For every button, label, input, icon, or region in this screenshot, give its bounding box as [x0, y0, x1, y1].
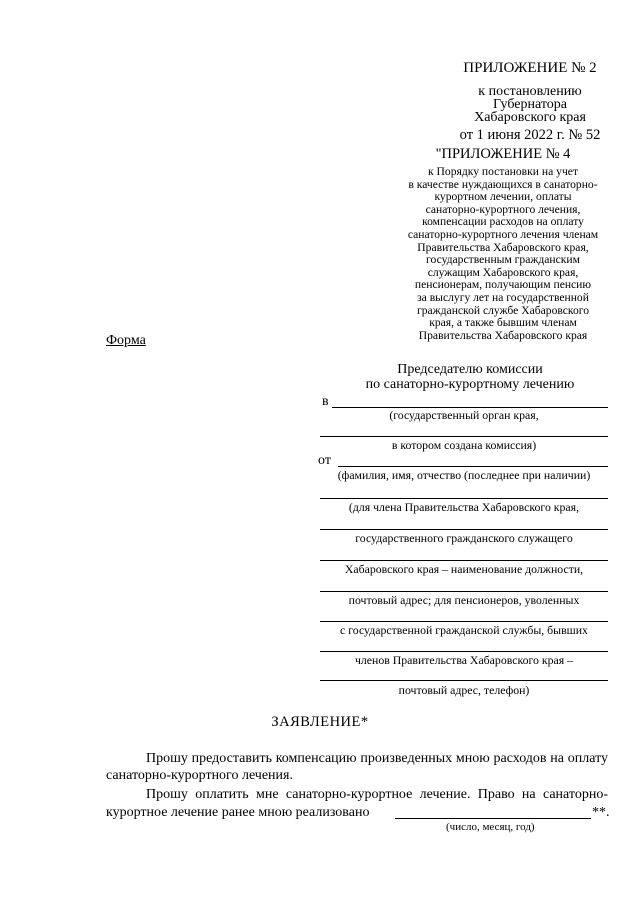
- caption-commission: в котором создана комиссия): [391, 438, 537, 452]
- caption-address-3: членов Правительства Хабаровского края –: [354, 653, 574, 667]
- form-label: Форма: [106, 333, 146, 348]
- appendix-line-3: Хабаровского края: [474, 110, 586, 125]
- caption-name: (фамилия, имя, отчество (последнее при наличии): [337, 468, 591, 482]
- inner-appendix-line: Правительства Хабаровского края,: [417, 240, 589, 254]
- inner-appendix-line: гражданской службе Хабаровского: [416, 303, 590, 317]
- statement-paragraph-1: Прошу предоставить компенсацию произведенных мною расходов на оплату санаторно-курортного лечения.: [106, 751, 608, 783]
- caption-position-2: государственного гражданского служащего: [355, 531, 573, 545]
- addressee-line-2: по санаторно-курортному лечению: [365, 377, 575, 392]
- appendix-date: от 1 июня 2022 г. № 52: [459, 127, 601, 143]
- field-line-address-2[interactable]: [320, 621, 608, 622]
- appendix-title: ПРИЛОЖЕНИЕ № 2: [463, 60, 597, 76]
- inner-appendix-line: за выслугу лет на государственной: [417, 290, 589, 304]
- caption-gov-body: (государственный орган края,: [389, 408, 539, 422]
- field-line-position-1[interactable]: [320, 498, 608, 499]
- statement-paragraph-2-text: курортное лечение ранее мною реализовано: [106, 805, 370, 820]
- inner-appendix-line: курортном лечении, оплаты: [434, 190, 572, 204]
- prefix-ot: от: [318, 453, 331, 468]
- appendix-line-1: к постановлению: [478, 84, 582, 99]
- field-line-name[interactable]: [338, 466, 608, 467]
- inner-appendix-line: санаторно-курортного лечения членам: [407, 227, 599, 241]
- field-line-date[interactable]: [395, 818, 591, 819]
- addressee-line-1: Председателю комиссии: [397, 362, 543, 377]
- inner-appendix-line: к Порядку постановки на учет: [428, 165, 578, 178]
- inner-appendix-line: компенсации расходов на оплату: [422, 215, 584, 229]
- inner-appendix-text: [392, 166, 614, 342]
- field-line-phone[interactable]: [320, 680, 608, 681]
- caption-address-1: почтовый адрес; для пенсионеров, уволенных: [348, 593, 580, 607]
- caption-position-3: Хабаровского края – наименование должности,: [344, 562, 584, 576]
- field-line-address-1[interactable]: [320, 591, 608, 592]
- inner-appendix-line: санаторно-курортного лечения,: [425, 202, 581, 216]
- inner-appendix-title: "ПРИЛОЖЕНИЕ № 4: [435, 146, 571, 162]
- caption-position-1: (для члена Правительства Хабаровского края,: [348, 500, 580, 514]
- field-line-commission[interactable]: [320, 436, 608, 437]
- prefix-v: в: [322, 394, 329, 409]
- inner-appendix-line: края, а также бывшим членам: [429, 316, 577, 330]
- statement-title: ЗАЯВЛЕНИЕ*: [271, 714, 369, 730]
- inner-appendix-line: государственным гражданским: [426, 253, 580, 267]
- inner-appendix-line: пенсионерам, получающим пенсию: [414, 278, 592, 292]
- caption-date: (число, месяц, год): [446, 821, 535, 833]
- caption-phone: почтовый адрес, телефон): [398, 683, 530, 697]
- statement-footnote-mark: **.: [592, 805, 610, 820]
- inner-appendix-line: в качестве нуждающихся в санаторно-: [408, 177, 598, 191]
- caption-address-2: с государственной гражданской службы, бывших: [340, 623, 588, 637]
- statement-paragraph-2-line-2: [106, 804, 369, 821]
- statement-paragraph-2-line-1: Прошу оплатить мне санаторно-курортное лечение. Право на санаторно-: [146, 787, 608, 802]
- field-line-position-3[interactable]: [320, 560, 608, 561]
- inner-appendix-line: Правительства Хабаровского края: [418, 328, 588, 342]
- field-line-address-3[interactable]: [320, 651, 608, 652]
- appendix-line-2: Губернатора: [492, 97, 568, 112]
- field-line-position-2[interactable]: [320, 529, 608, 530]
- inner-appendix-line: служащим Хабаровского края,: [427, 265, 579, 279]
